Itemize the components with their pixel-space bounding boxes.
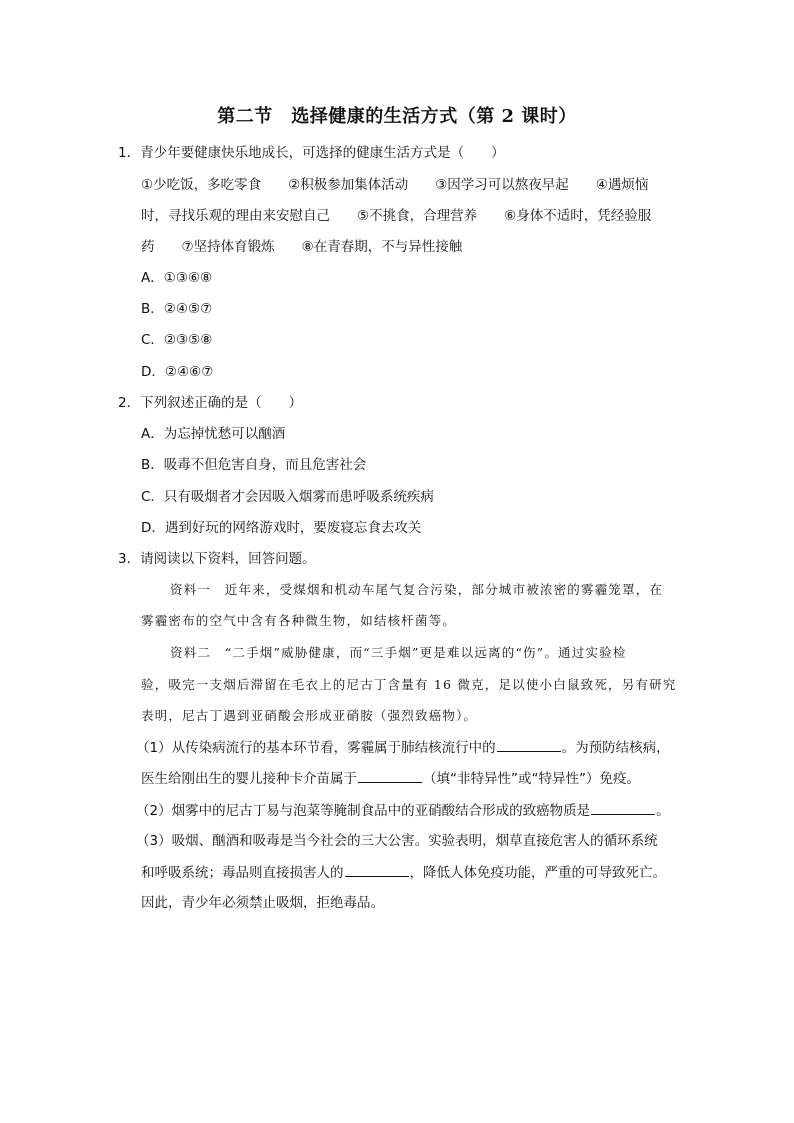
material-2-line-1: 资料二 “二手烟”威胁健康，而“三手烟”更是难以远离的“伤”。通过实验检	[170, 645, 627, 660]
sub-question-3-line-3: 因此，青少年必须禁止吸烟，拒绝毒品。	[141, 895, 384, 911]
sub-question-1-text-a: （1）从传染病流行的基本环节看，雾霾属于肺结核流行中的	[136, 740, 496, 756]
question-2-choice-d: D．遇到好玩的网络游戏时，要废寝忘食去攻关	[141, 520, 422, 536]
sub-question-1-text-c: 医生给刚出生的婴儿接种卡介苗属于	[141, 771, 357, 787]
question-1-options-line-1: ①少吃饭，多吃零食 ②积极参加集体活动 ③因学习可以熬夜早起 ④遇烦恼	[141, 177, 649, 193]
sub-question-2-text-b: 。	[656, 803, 670, 819]
question-1-options-line-3: 药 ⑦坚持体育锻炼 ⑧在青春期，不与异性接触	[141, 239, 463, 255]
question-2-choice-b: B．吸毒不但危害自身，而且危害社会	[141, 457, 367, 473]
sub-question-1-line-2	[141, 768, 640, 789]
answer-blank-3[interactable]	[591, 800, 655, 815]
material-1-line-1: 资料一 近年来，受煤烟和机动车尾气复合污染，部分城市被浓密的雾霾笼罩，在	[170, 582, 664, 597]
answer-blank-1[interactable]	[497, 737, 561, 752]
material-2-line-2: 验，吸完一支烟后滞留在毛衣上的尼古丁含量有 16 微克，足以使小白鼠致死，另有研究	[141, 677, 677, 692]
question-3-stem: 3．请阅读以下资料，回答问题。	[118, 551, 316, 567]
page-title: 第二节 选择健康的生活方式（第 2 课时）	[217, 106, 577, 127]
question-1-choice-c: C．②③⑤⑧	[141, 332, 213, 348]
sub-question-3-text-b: ，降低人体免疫功能，严重的可导致死亡。	[409, 865, 666, 881]
question-2-choice-c: C．只有吸烟者才会因吸入烟雾而患呼吸系统疾病	[141, 489, 434, 505]
sub-question-3-line-1: （3）吸烟、酗酒和吸毒是当今社会的三大公害。实验表明，烟草直接危害人的循环系统	[136, 833, 658, 849]
sub-question-3-text-a: 和呼吸系统；毒品则直接损害人的	[141, 865, 344, 881]
answer-blank-2[interactable]	[358, 768, 422, 783]
answer-blank-4[interactable]	[345, 862, 409, 877]
question-2-stem: 2．下列叙述正确的是（ ）	[118, 395, 303, 411]
question-1-choice-a: A．①③⑥⑧	[141, 270, 213, 286]
sub-question-1-text-b: 。为预防结核病，	[561, 740, 670, 756]
sub-question-1-text-d: （填“非特异性”或“特异性”）免疫。	[423, 771, 640, 787]
sub-question-2	[136, 800, 670, 821]
material-2-line-3: 表明，尼古丁遇到亚硝酸会形成亚硝胺（强烈致癌物）。	[141, 708, 478, 723]
question-1-choice-d: D．②④⑥⑦	[141, 364, 214, 380]
question-1-choice-b: B．②④⑤⑦	[141, 301, 213, 317]
material-1-line-2: 雾霾密布的空气中含有各种微生物，如结核杆菌等。	[141, 613, 457, 628]
sub-question-2-text-a: （2）烟雾中的尼古丁易与泡菜等腌制食品中的亚硝酸结合形成的致癌物质是	[136, 803, 591, 819]
question-1-stem: 1．青少年要健康快乐地成长，可选择的健康生活方式是（ ）	[118, 145, 505, 161]
sub-question-1-line-1	[136, 737, 670, 758]
sub-question-3-line-2	[141, 862, 666, 883]
question-1-options-line-2: 时，寻找乐观的理由来安慰自己 ⑤不挑食，合理营养 ⑥身体不适时，凭经验服	[141, 208, 652, 224]
question-2-choice-a: A．为忘掉忧愁可以酗酒	[141, 426, 286, 442]
